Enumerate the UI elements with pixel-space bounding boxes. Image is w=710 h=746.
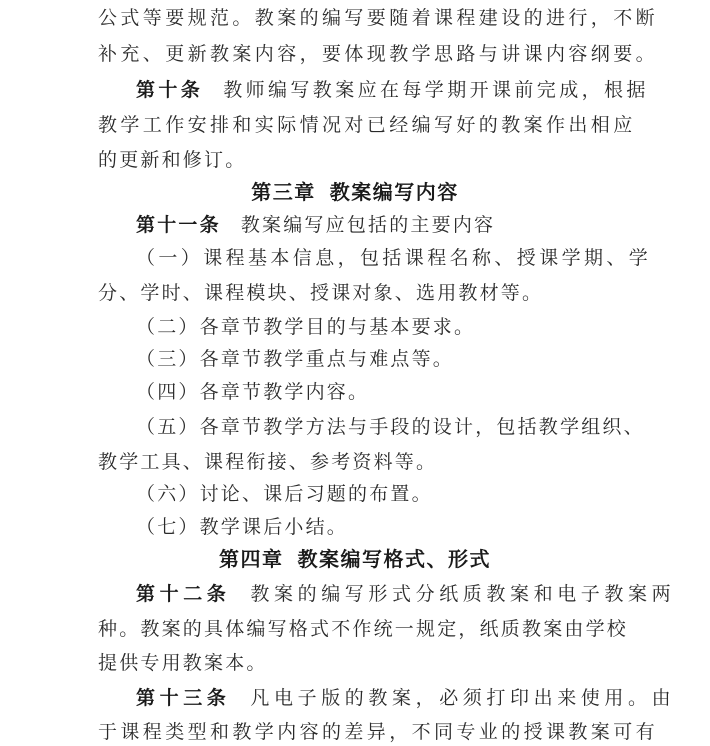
article-13-line xyxy=(136,686,675,710)
list-item: （四）各章节教学内容。 xyxy=(136,381,370,403)
list-item-continuation: 分、学时、课程模块、授课对象、选用教材等。 xyxy=(98,282,544,304)
list-item: （七）教学课后小结。 xyxy=(136,516,349,538)
article-label: 第十二条 xyxy=(136,583,231,605)
article-12-line xyxy=(136,582,675,606)
article-text: 教师编写教案应在每学期开课前完成，根据 xyxy=(223,79,649,101)
paragraph-line: 补充、更新教案内容，要体现教学思路与讲课内容纲要。 xyxy=(98,43,659,65)
chapter-title: 教案编写格式、形式 xyxy=(297,547,491,571)
chapter-title: 教案编写内容 xyxy=(329,180,459,204)
article-label: 第十一条 xyxy=(136,214,221,236)
chapter-number: 第四章 xyxy=(219,547,284,571)
article-text: 教案编写应包括的主要内容 xyxy=(240,214,496,236)
paragraph-line: 提供专用教案本。 xyxy=(98,652,268,674)
article-text: 教案的编写形式分纸质教案和电子教案两 xyxy=(250,583,676,605)
paragraph-line: 种。教案的具体编写格式不作统一规定，纸质教案由学校 xyxy=(98,618,629,640)
chapter-heading xyxy=(0,547,710,571)
article-11-line xyxy=(136,213,495,237)
paragraph-line: 的更新和修订。 xyxy=(98,149,247,171)
paragraph-line: 教学工作安排和实际情况对已经编写好的教案作出相应 xyxy=(98,114,636,136)
list-item: （二）各章节教学目的与基本要求。 xyxy=(136,316,476,338)
article-label: 第十条 xyxy=(136,79,204,101)
article-text: 凡电子版的教案，必须打印出来使用。由 xyxy=(250,687,676,709)
list-item: （五）各章节教学方法与手段的设计，包括教学组织、 xyxy=(136,416,645,438)
list-item: （三）各章节教学重点与难点等。 xyxy=(136,348,455,370)
list-item: （一）课程基本信息，包括课程名称、授课学期、学 xyxy=(136,247,652,269)
chapter-heading xyxy=(0,180,710,204)
paragraph-line: 公式等要规范。教案的编写要随着课程建设的进行，不断 xyxy=(98,7,659,29)
chapter-number: 第三章 xyxy=(251,180,316,204)
list-item: （六）讨论、课后习题的布置。 xyxy=(136,483,433,505)
list-item-continuation: 教学工具、课程衔接、参考资料等。 xyxy=(98,451,438,473)
paragraph-line: 于课程类型和教学内容的差异，不同专业的授课教案可有 xyxy=(98,721,659,743)
article-label: 第十三条 xyxy=(136,687,231,709)
article-10-line xyxy=(136,78,649,102)
